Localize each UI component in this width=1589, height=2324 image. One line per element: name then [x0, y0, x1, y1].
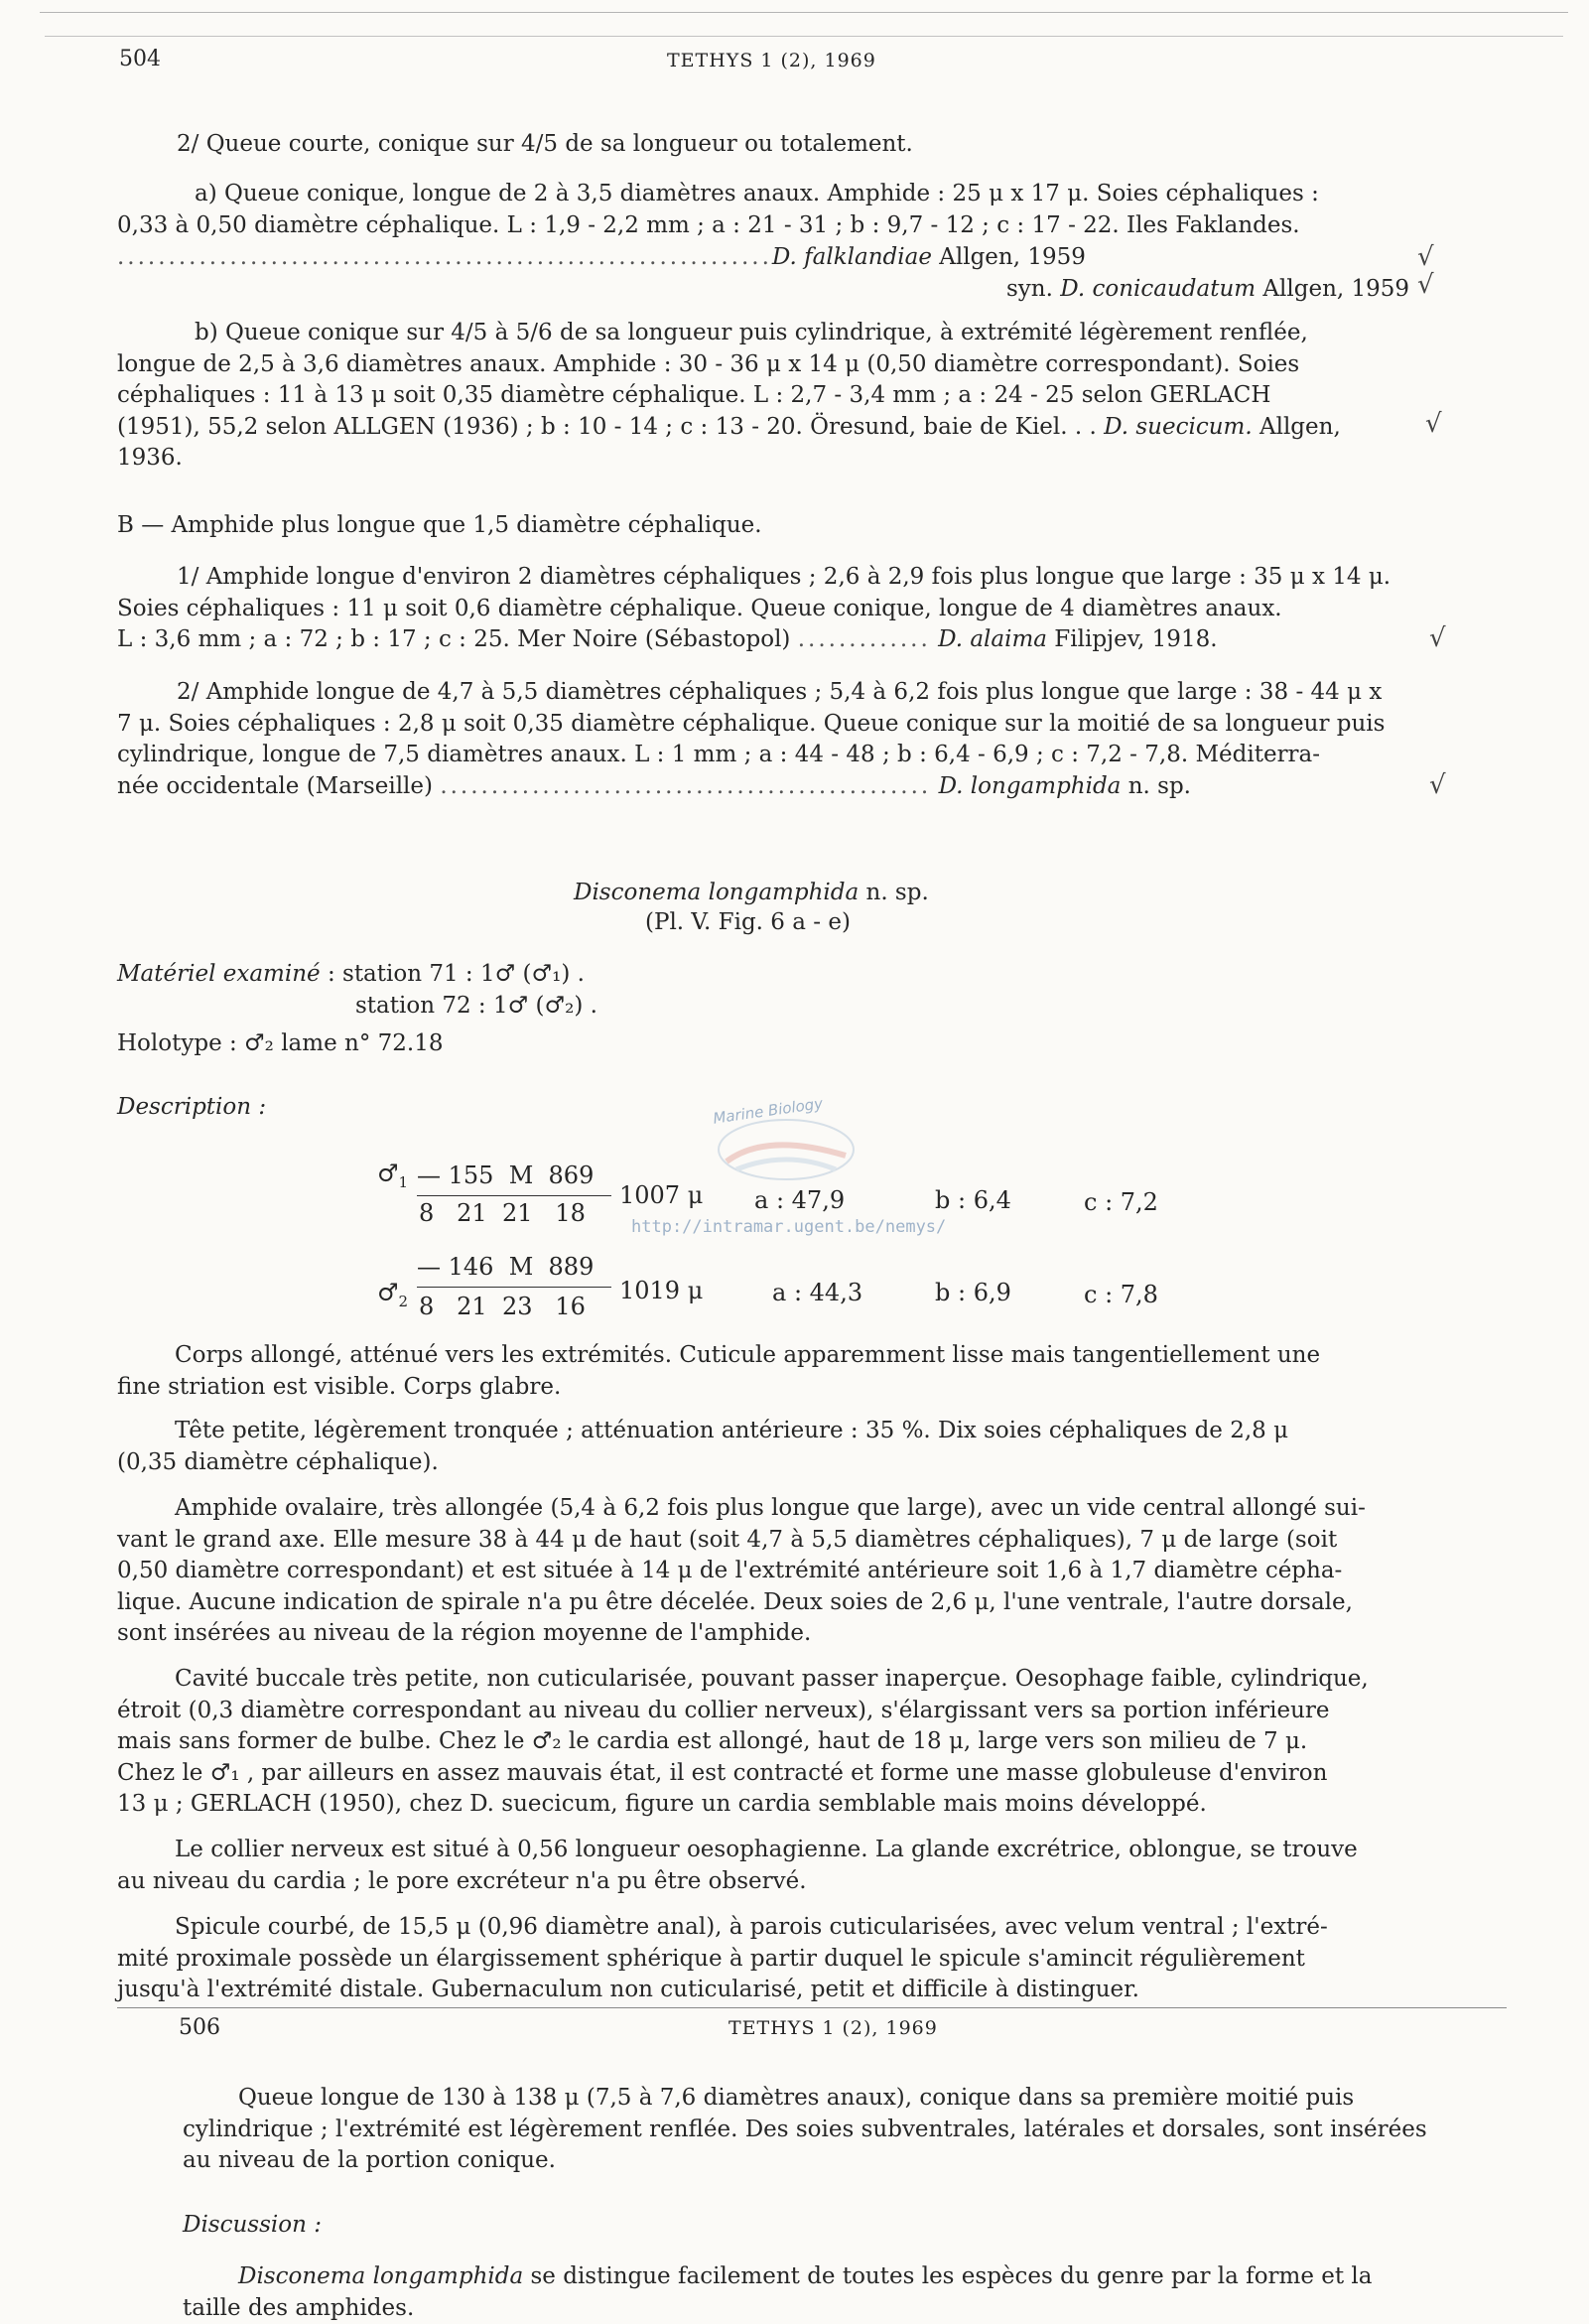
paragraph-spicule: Spicule courbé, de 15,5 μ (0,96 diamètre anal), à parois cuticularisées, avec velum ventral ; l'extré- mité proximale possède un élargissement sphérique à partir duquel le spicule s'amincit régulièrement jusqu'à l'extrémité distale. Gubernaculum non cuticularisé, petit et difficile à distinguer.: [117, 1914, 1328, 2002]
check-mark: √: [1425, 409, 1442, 439]
key-b1-line: 1/ Amphide longue d'environ 2 diamètres céphaliques ; 2,6 à 2,9 fois plus longue que large : 35 μ x 14 μ.: [177, 564, 1391, 590]
key-a2b-line: b) Queue conique sur 4/5 à 5/6 de sa longueur puis cylindrique, à extrémité légèrement renflée,: [195, 320, 1308, 345]
running-title: TETHYS 1 (2), 1969: [728, 2017, 938, 2039]
formula-sex: ♂: [377, 1160, 399, 1187]
watermark-url: http://intramar.ugent.be/nemys/: [631, 1217, 947, 1237]
leader-dots: ................................................................: [117, 244, 772, 270]
formula-sex: ♂: [377, 1279, 399, 1306]
formula-1-bottom: 8 21 21 18: [419, 1199, 586, 1227]
section-species: Disconema longamphida: [574, 880, 860, 905]
formula-male-2: $♂_2$: [377, 1279, 409, 1310]
top-edge-line: [40, 12, 1568, 13]
key-a2a-species-line: [117, 242, 1419, 273]
watermark-name: Marine Biology: [712, 1094, 825, 1128]
running-title: TETHYS 1 (2), 1969: [667, 50, 876, 71]
formula-2-b: b : 6,9: [935, 1279, 1011, 1306]
key-b2: [117, 677, 1425, 802]
section-suffix: n. sp.: [865, 880, 929, 905]
key-b2-line: 2/ Amphide longue de 4,7 à 5,5 diamètres céphaliques ; 5,4 à 6,2 fois plus longue que large : 38 - 44 μ x: [177, 679, 1383, 705]
key-a2b-line: longue de 2,5 à 3,6 diamètres anaux. Amphide : 30 - 36 μ x 14 μ (0,50 diamètre correspondant). Soies: [117, 350, 1300, 377]
key-a2b-line: céphaliques : 11 à 13 μ soit 0,35 diamètre céphalique. L : 2,7 - 3,4 mm ; a : 24 - 25 selon GERLACH: [117, 382, 1271, 408]
formula-1-top: — 155 M 869: [417, 1162, 595, 1189]
formula-2-bottom: 8 21 23 16: [419, 1293, 586, 1320]
check-mark: √: [1417, 270, 1434, 300]
page-break-rule: [117, 2007, 1507, 2008]
holotype: Holotype : ♂₂ lame n° 72.18: [117, 1030, 444, 1056]
syn-species: D. conicaudatum: [1060, 276, 1257, 302]
synonym-line: [1006, 274, 1409, 305]
key-a2b: [117, 318, 1419, 475]
formula-male-1: $♂_1$: [377, 1160, 409, 1191]
fraction-bar: [417, 1195, 611, 1196]
material-station-71: : station 71 : 1♂ (♂₁) .: [327, 961, 585, 987]
check-mark: √: [1429, 770, 1446, 800]
formula-2-top: — 146 M 889: [417, 1253, 595, 1281]
paragraph-cavity: Cavité buccale très petite, non cuticularisée, pouvant passer inaperçue. Oesophage faible, cylindrique, étroit (0,3 diamètre correspondant au niveau du collier nerveux), s'élargissant vers sa portion inférieure mais sans former de bulbe. Chez le ♂₂ le cardia est allongé, haut de 18 μ, large vers son milieu de 7 μ. Chez le ♂₁ , par ailleurs en assez mauvais état, il est contracté et forme une masse globuleuse d'environ 13 μ ; GERLACH (1950), chez D. suecicum, figure un cardia semblable mais moins développé.: [117, 1666, 1369, 1817]
key-b2-line: née occidentale (Marseille) ................................................ D. longamphida n. sp.: [117, 772, 1191, 799]
species-name: D. longamphida: [938, 772, 1122, 799]
key-b2-line: cylindrique, longue de 7,5 diamètres anaux. L : 1 mm ; a : 44 - 48 ; b : 6,4 - 6,9 ; c : 7,2 - 7,8. Méditerra-: [117, 742, 1321, 767]
leader-dots: .............: [797, 626, 931, 652]
key-a2b-line: 1936.: [117, 445, 183, 471]
paragraph-head: Tête petite, légèrement tronquée ; atténuation antérieure : 35 %. Dix soies céphaliques de 2,8 μ (0,35 diamètre céphalique).: [117, 1418, 1289, 1475]
key-a2a: [117, 179, 1419, 241]
key-b2-line: 7 μ. Soies céphaliques : 2,8 μ soit 0,35 diamètre céphalique. Queue conique sur la moitié de sa longueur puis: [117, 710, 1386, 737]
paragraph-discussion: Disconema longamphida se distingue facilement de toutes les espèces du genre par la forme et la taille des amphides.: [183, 2263, 1373, 2321]
formula-1-total: 1007 μ: [619, 1181, 704, 1209]
key-b1: [117, 562, 1425, 656]
formula-1-c: c : 7,2: [1084, 1188, 1158, 1216]
species-author: n. sp.: [1127, 772, 1191, 799]
species-author: Filipjev, 1918.: [1054, 626, 1218, 652]
material-label: Matériel examiné: [117, 961, 321, 987]
key-b: B — Amphide plus longue que 1,5 diamètre céphalique.: [117, 512, 762, 538]
check-mark: √: [1417, 242, 1434, 272]
key-a2a-line: 0,33 à 0,50 diamètre céphalique. L : 1,9 - 2,2 mm ; a : 21 - 31 ; b : 9,7 - 12 ; c : 17 - 22. Iles Faklandes.: [117, 211, 1300, 238]
paragraph-nerve: Le collier nerveux est situé à 0,56 longueur oesophagienne. La glande excrétrice, oblongue, se trouve au niveau du cardia ; le pore excréteur n'a pu être observé.: [117, 1837, 1358, 1894]
species-name: D. suecicum.: [1104, 413, 1253, 440]
formula-2-a: a : 44,3: [772, 1279, 863, 1306]
syn-label: syn.: [1006, 276, 1053, 302]
key-b1-line: L : 3,6 mm ; a : 72 ; b : 17 ; c : 25. Mer Noire (Sébastopol) ............. D. alaima Filipjev, 1918.: [117, 626, 1218, 652]
formula-2-c: c : 7,8: [1084, 1281, 1158, 1308]
formula-1-b: b : 6,4: [935, 1186, 1011, 1214]
key-b1-line: Soies céphaliques : 11 μ soit 0,6 diamètre céphalique. Queue conique, longue de 4 diamètres anaux.: [117, 595, 1282, 621]
species-author: Allgen,: [1258, 413, 1341, 440]
header-rule: [45, 36, 1563, 37]
formula-2-total: 1019 μ: [619, 1277, 704, 1304]
species-author: Allgen, 1959: [939, 244, 1086, 270]
species-name: D. falklandiae: [771, 244, 932, 270]
page-number: 504: [119, 47, 161, 71]
page-number: 506: [179, 2015, 220, 2040]
paragraph-tail: Queue longue de 130 à 138 μ (7,5 à 7,6 diamètres anaux), conique dans sa première moitié puis cylindrique ; l'extrémité est légèrement renflée. Des soies subventrales, latérales et dorsales, sont insérées au niveau de la portion conique.: [183, 2085, 1427, 2173]
species-name: Disconema longamphida: [238, 2263, 524, 2289]
discussion-label: Discussion :: [183, 2212, 322, 2238]
leader-dots: ................................................: [440, 772, 932, 799]
paragraph-body: Corps allongé, atténué vers les extrémités. Cuticule apparemment lisse mais tangentiellement une fine striation est visible. Corps glabre.: [117, 1342, 1321, 1400]
paragraph-amphide: Amphide ovalaire, très allongée (5,4 à 6,2 fois plus longue que large), avec un vide central allongé sui- vant le grand axe. Elle mesure 38 à 44 μ de haut (soit 4,7 à 5,5 diamètres céphaliques), 7 μ de large (soit 0,50 diamètre correspondant) et est située à 14 μ de l'extrémité antérieure soit 1,6 à 1,7 diamètre cépha- lique. Aucune indication de spirale n'a pu être décelée. Deux soies de 2,6 μ, l'une ventrale, l'autre dorsale, sont insérées au niveau de la région moyenne de l'amphide.: [117, 1495, 1366, 1646]
description-label: Description :: [117, 1094, 267, 1120]
species-name: D. alaima: [938, 626, 1047, 652]
fraction-bar: [417, 1287, 611, 1288]
key-a2b-line: (1951), 55,2 selon ALLGEN (1936) ; b : 10 - 14 ; c : 13 - 20. Öresund, baie de Kiel. . . D. suecicum. Allgen,: [117, 413, 1341, 440]
key-a2: 2/ Queue courte, conique sur 4/5 de sa longueur ou totalement.: [177, 131, 913, 157]
key-a2a-line: a) Queue conique, longue de 2 à 3,5 diamètres anaux. Amphide : 25 μ x 17 μ. Soies céphaliques :: [195, 181, 1319, 206]
section-title: [574, 878, 929, 908]
formula-1-a: a : 47,9: [754, 1186, 846, 1214]
plate-reference: (Pl. V. Fig. 6 a - e): [645, 909, 851, 935]
material-station-72: station 72 : 1♂ (♂₂) .: [355, 993, 597, 1019]
syn-author: Allgen, 1959: [1262, 276, 1410, 302]
check-mark: √: [1429, 623, 1446, 653]
material-examined: [117, 959, 585, 990]
